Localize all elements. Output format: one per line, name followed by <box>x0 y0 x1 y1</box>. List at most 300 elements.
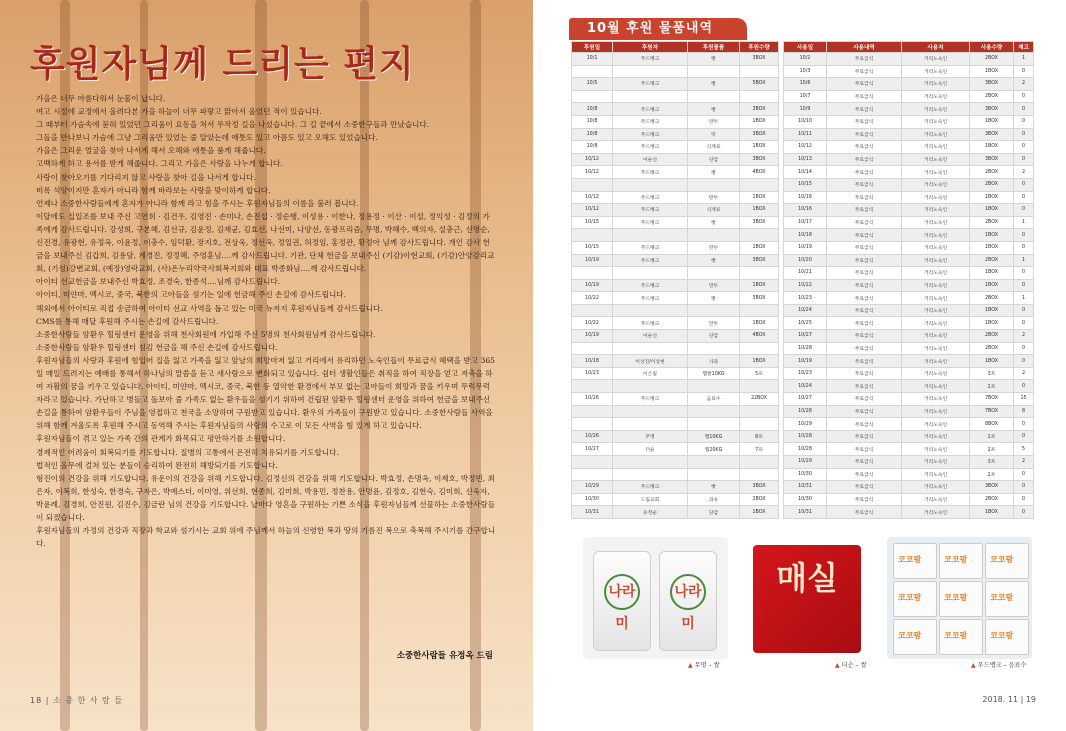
table-cell: 1 <box>1014 216 1034 229</box>
table-cell: 과유 <box>688 493 740 506</box>
table-cell: 4BOX <box>740 166 779 179</box>
caption-text: 더순 – 쌀 <box>841 662 867 669</box>
table-cell: 2 <box>1014 456 1034 469</box>
table-cell: 3BOX <box>740 216 779 229</box>
table-cell: 햅쌀10KG <box>688 367 740 380</box>
table-cell: 식재료 <box>688 204 740 217</box>
gift-box <box>753 545 861 653</box>
table-cell: 1BOX <box>970 317 1014 330</box>
table-cell: 무료급식 <box>827 166 902 179</box>
table-cell: 10/23 <box>784 367 827 380</box>
table-row <box>572 468 1034 481</box>
table-cell: 10/29 <box>784 456 827 469</box>
table-cell <box>740 456 779 469</box>
letter-paragraph: 사랑이 찾아오기를 기다리지 않고 사랑을 찾아 길을 나서게 합니다. <box>36 172 256 182</box>
table-cell: 빵 <box>688 254 740 267</box>
table-row <box>572 103 1034 116</box>
table-cell: 5포 <box>740 367 779 380</box>
table-cell: 무료급식 <box>827 267 902 280</box>
table-cell: 10/19 <box>572 279 613 292</box>
table-row <box>572 141 1034 154</box>
table-row <box>572 418 1034 431</box>
table-cell: 푸드뱅크 <box>613 166 688 179</box>
table-cell: 거리노숙인 <box>902 405 970 418</box>
table-cell: 무료급식 <box>827 115 902 128</box>
table-cell: 거리노숙인 <box>902 128 970 141</box>
letter-paragraph: 그 때부터 가슴속에 묻혀 있었던 그리움이 요동을 쳐서 무작정 길을 나섰습니다. 그 길 끝에서 소중한구들과 만났습니다. <box>36 120 430 130</box>
table-cell: 10/25 <box>784 317 827 330</box>
column-header: 후원물품 <box>688 42 740 53</box>
rice-bag <box>659 551 717 651</box>
table-row <box>572 279 1034 292</box>
table-cell: 3BOX <box>740 103 779 116</box>
table-cell: 유정순 <box>613 506 688 519</box>
table-cell: 거리노숙인 <box>902 178 970 191</box>
table-cell: 2BOX <box>970 53 1014 66</box>
table-cell: 2BOX <box>970 342 1014 355</box>
table-row <box>572 493 1034 506</box>
table-cell: 0 <box>1014 304 1034 317</box>
table-cell: 식재료 <box>688 141 740 154</box>
photo-strip <box>583 537 1033 659</box>
table-row <box>572 317 1034 330</box>
table-cell <box>688 229 740 242</box>
table-cell: 1BOX <box>740 141 779 154</box>
table-cell: 10/17 <box>784 216 827 229</box>
table-cell <box>572 418 613 431</box>
table-cell <box>613 342 688 355</box>
table-cell: 0 <box>1014 493 1034 506</box>
table-cell: 10/30 <box>784 468 827 481</box>
table-cell: 10/11 <box>784 128 827 141</box>
table-cell: 빵 <box>688 216 740 229</box>
table-cell: 22BOX <box>740 393 779 406</box>
table-cell: 10/19 <box>784 355 827 368</box>
table-cell: 이상진/이상현 <box>613 355 688 368</box>
table-cell: 3포 <box>970 456 1014 469</box>
table-cell: 3BOX <box>740 481 779 494</box>
table-cell: 거리노숙인 <box>902 418 970 431</box>
table-cell: 0 <box>1014 128 1034 141</box>
table-cell <box>613 418 688 431</box>
table-cell: 3BOX <box>740 53 779 66</box>
table-cell <box>688 456 740 469</box>
table-cell: 10/23 <box>572 367 613 380</box>
table-cell: 0 <box>1014 103 1034 116</box>
table-cell: 10/28 <box>784 430 827 443</box>
table-cell: 1BOX <box>970 65 1014 78</box>
table-cell: 무료급식 <box>827 53 902 66</box>
table-cell: 무료급식 <box>827 443 902 456</box>
table-cell <box>688 178 740 191</box>
right-page <box>533 0 1066 731</box>
table-cell: 10/3 <box>784 65 827 78</box>
table-cell: 빵 <box>688 78 740 91</box>
table-row <box>572 153 1034 166</box>
table-cell: 푸드뱅크 <box>613 53 688 66</box>
table-cell: 거리노숙인 <box>902 53 970 66</box>
table-cell <box>613 380 688 393</box>
table-cell: 거리노숙인 <box>902 342 970 355</box>
table-cell: 10/19 <box>784 241 827 254</box>
table-cell <box>688 418 740 431</box>
table-cell <box>688 342 740 355</box>
table-cell: 0 <box>1014 418 1034 431</box>
table-cell: 0 <box>1014 229 1034 242</box>
table-cell: 거리노숙인 <box>902 304 970 317</box>
table-row <box>572 216 1034 229</box>
table-cell: 드림교회 <box>613 493 688 506</box>
table-cell: 2 <box>1014 367 1034 380</box>
table-cell: 1BOX <box>970 115 1014 128</box>
table-cell: 무료급식 <box>827 90 902 103</box>
table-row <box>572 53 1034 66</box>
table-row <box>572 393 1034 406</box>
letter-paragraph: 비록 석양이지만 혼자가 아니라 함께 바라보는 사랑을 맞이하게 합니다. <box>36 185 271 195</box>
table-cell: 만두 <box>688 191 740 204</box>
table-cell: 2 <box>1014 78 1034 91</box>
table-cell: 7포 <box>740 443 779 456</box>
table-cell: 10/16 <box>784 204 827 217</box>
table-cell: 1BOX <box>970 506 1014 519</box>
table-cell <box>572 456 613 469</box>
table-cell: 푸드뱅크 <box>613 481 688 494</box>
table-row <box>572 481 1034 494</box>
table-cell <box>572 90 613 103</box>
table-cell: 1BOX <box>970 191 1014 204</box>
table-cell: 무료급식 <box>827 241 902 254</box>
table-cell: 거리노숙인 <box>902 267 970 280</box>
table-cell: 10/20 <box>784 254 827 267</box>
table-cell <box>740 405 779 418</box>
table-cell: 1BOX <box>740 241 779 254</box>
table-cell <box>740 267 779 280</box>
beverage-box <box>939 619 983 655</box>
beverage-brand: 코코팜 <box>990 555 1014 564</box>
table-cell: 1BOX <box>740 317 779 330</box>
table-cell: 단감 <box>688 330 740 343</box>
table-cell: 10/30 <box>784 493 827 506</box>
table-cell: 2BOX <box>740 493 779 506</box>
table-cell: 거리노숙인 <box>902 103 970 116</box>
table-cell: 10/27 <box>572 443 613 456</box>
table-cell <box>740 90 779 103</box>
table-cell: 2BOX <box>970 254 1014 267</box>
table-cell: 무료급식 <box>827 65 902 78</box>
table-cell: 0 <box>1014 204 1034 217</box>
table-row <box>572 506 1034 519</box>
table-cell: 무료급식 <box>827 178 902 191</box>
table-row <box>572 443 1034 456</box>
table-cell <box>613 304 688 317</box>
table-cell: 10/28 <box>784 443 827 456</box>
beverage-brand: 코코팜 <box>990 631 1014 640</box>
table-cell: 0 <box>1014 506 1034 519</box>
letter-paragraph: 소중한사람들 암환우 힐링센터 운영을 위해 천사회원에 가입해 주신 5명의 천사회원님께 감사드립니다. <box>36 329 376 339</box>
table-cell: 0 <box>1014 241 1034 254</box>
table-cell: 8 <box>1014 405 1034 418</box>
table-cell: 2BOX <box>970 493 1014 506</box>
table-cell: 0 <box>1014 468 1034 481</box>
table-cell: 거리노숙인 <box>902 229 970 242</box>
table-cell: 거리노숙인 <box>902 115 970 128</box>
table-cell: 거리노숙인 <box>902 153 970 166</box>
table-cell: 3BOX <box>740 292 779 305</box>
table-cell <box>572 178 613 191</box>
table-cell: 2BOX <box>970 90 1014 103</box>
table-cell: 10/22 <box>784 279 827 292</box>
table-cell: 거리노숙인 <box>902 90 970 103</box>
table-cell: 이은림 <box>613 367 688 380</box>
table-row <box>572 330 1034 343</box>
table-cell: 푸드뱅크 <box>613 191 688 204</box>
table-cell: 푸드뱅크 <box>613 141 688 154</box>
table-cell: 빵 <box>688 292 740 305</box>
table-cell: 0 <box>1014 65 1034 78</box>
table-cell: 무료급식 <box>827 216 902 229</box>
table-cell: 무료급식 <box>827 380 902 393</box>
table-cell: 10/8 <box>572 103 613 116</box>
table-cell: 10/12 <box>784 141 827 154</box>
table-row <box>572 380 1034 393</box>
table-cell: 무료급식 <box>827 103 902 116</box>
table-cell <box>688 304 740 317</box>
triangle-icon: ▲ <box>971 662 976 669</box>
column-header: 후원자 <box>613 42 688 53</box>
table-cell <box>740 229 779 242</box>
table-cell: 거리노숙인 <box>902 65 970 78</box>
column-header: 후원일 <box>572 42 613 53</box>
table-cell: 더순 <box>613 443 688 456</box>
table-cell: 떡 <box>688 128 740 141</box>
letter-paragraph: 소중한사람들 암환우 힐링센터 섬김 헌금을 해 주신 손길에 감사드립니다. <box>36 342 278 352</box>
letter-paragraph: 형진이의 건강을 위해 기도합니다. 유운이의 건강을 위해 기도합니다. 김정신의 건강을 위해 기도합니다. 박효정, 손명옥, 이제호, 박정빈, 최은자, 이복희, 한성숙, 한경숙, 구자은, 박예스더, 이미영, 위선희, 현종희, 김미희, 박용민, 정찬용, 안명윤, 김정호, 김현숙, 김미희, 신욱자, 박윤례, 김경희, 안진원, 김진수, 김금란 님의 건강을 기도합니다. 날마다 영혼을 구원하는 기쁜 소식을 후원자님들께 선물하는 소중한사람들이 되겠습니다. <box>36 473 496 522</box>
photo-caption <box>835 660 867 669</box>
table-cell: 거리노숙인 <box>902 456 970 469</box>
table-cell: 10/24 <box>784 304 827 317</box>
table-cell: 거리노숙인 <box>902 292 970 305</box>
table-cell: 거리노숙인 <box>902 468 970 481</box>
table-cell: 무료급식 <box>827 153 902 166</box>
table-cell: 10/12 <box>572 153 613 166</box>
table-cell <box>688 90 740 103</box>
table-cell: 무료급식 <box>827 304 902 317</box>
table-cell <box>688 468 740 481</box>
table-cell: 무료급식 <box>827 342 902 355</box>
table-cell: 푸드뱅크 <box>613 241 688 254</box>
rice-bag <box>593 551 651 651</box>
table-cell: 무료급식 <box>827 279 902 292</box>
table-cell: 무료급식 <box>827 456 902 469</box>
table-cell: 10/31 <box>784 481 827 494</box>
letter-paragraph: 후원자님들이 겪고 있는 가족 간의 관계가 화목되고 평안하기를 소원합니다. <box>36 434 286 444</box>
table-cell: 10/8 <box>572 128 613 141</box>
column-header: 재고 <box>1014 42 1034 53</box>
table-cell: 10/22 <box>572 317 613 330</box>
table-cell: 10/27 <box>784 393 827 406</box>
table-cell: 거리노숙인 <box>902 166 970 179</box>
table-cell: 10/12 <box>572 166 613 179</box>
table-row <box>572 342 1034 355</box>
letter-paragraph: 후원자님들의 가정의 건강과 직장과 학교와 섬기시는 교회 위에 주님께서 하늘의 신령한 복과 땅의 기름진 복으로 축복해 주시기를 간구합니다. <box>36 526 496 549</box>
table-cell: 10/18 <box>784 229 827 242</box>
table-cell: 10/19 <box>572 254 613 267</box>
beverage-box <box>893 543 937 579</box>
letter-body <box>36 92 496 550</box>
table-cell: 무료급식 <box>827 481 902 494</box>
table-cell <box>613 178 688 191</box>
table-cell: 1BOX <box>740 204 779 217</box>
table-cell: 3BOX <box>970 103 1014 116</box>
table-cell: 0 <box>1014 430 1034 443</box>
table-cell: 단감 <box>688 506 740 519</box>
beverage-box <box>893 619 937 655</box>
table-cell <box>572 267 613 280</box>
beverage-brand: 코코팜 <box>898 593 922 602</box>
table-cell: 3포 <box>970 367 1014 380</box>
table-cell: 거리노숙인 <box>902 78 970 91</box>
signature: 소중한사람들 유정옥 드림 <box>396 651 493 661</box>
table-cell: 푸드뱅크 <box>613 216 688 229</box>
table-cell: 무료급식 <box>827 355 902 368</box>
table-cell: 만두 <box>688 115 740 128</box>
letter-paragraph: 법적인 올무에 걸쳐 있는 분들이 승리하여 완전히 해방되기를 기도합니다. <box>36 460 278 470</box>
table-cell: 10/29 <box>784 418 827 431</box>
table-cell: 10/14 <box>784 166 827 179</box>
table-cell: 7BOX <box>970 405 1014 418</box>
table-row <box>572 254 1034 267</box>
table-cell: 거리노숙인 <box>902 317 970 330</box>
table-cell: 무료급식 <box>827 78 902 91</box>
page-footer-left: 18 | 소 중 한 사 람 들 <box>30 696 124 705</box>
letter-title: 후원자님께 드리는 편지 <box>30 44 415 85</box>
rice-brand-logo: 나라미 <box>604 574 640 610</box>
table-cell: 1BOX <box>970 304 1014 317</box>
table-cell: 거리노숙인 <box>902 506 970 519</box>
table-cell: 10/28 <box>784 342 827 355</box>
table-cell: 이순신 <box>613 153 688 166</box>
table-cell: 10/7 <box>784 90 827 103</box>
table-cell: 사과 <box>688 355 740 368</box>
table-cell: 2BOX <box>970 178 1014 191</box>
table-cell: 거리노숙인 <box>902 443 970 456</box>
table-cell: 무료급식 <box>827 430 902 443</box>
beverage-box <box>939 581 983 617</box>
table-cell: 1BOX <box>970 355 1014 368</box>
table-cell: 10/16 <box>784 191 827 204</box>
table-cell: 3BOX <box>740 254 779 267</box>
table-cell: 4BOX <box>740 330 779 343</box>
table-cell: 빵 <box>688 103 740 116</box>
table-cell: 2BOX <box>970 216 1014 229</box>
table-row <box>572 367 1034 380</box>
table-cell: 10/24 <box>784 380 827 393</box>
table-cell: 1BOX <box>740 506 779 519</box>
table-cell: 푸드뱅크 <box>613 128 688 141</box>
table-cell: 무료급식 <box>827 128 902 141</box>
table-cell: 3BOX <box>740 153 779 166</box>
table-row <box>572 292 1034 305</box>
table-cell <box>572 468 613 481</box>
table-cell: 거리노숙인 <box>902 367 970 380</box>
table-row <box>572 166 1034 179</box>
table-cell: 음료수 <box>688 393 740 406</box>
table-cell <box>572 342 613 355</box>
letter-paragraph: 경제적인 어려움이 회복되기를 기도합니다. 질병의 고통에서 온전히 치유되기를 기도합니다. <box>36 447 339 457</box>
table-cell <box>613 267 688 280</box>
table-cell: 빵 <box>688 166 740 179</box>
table-cell: 10/9 <box>784 103 827 116</box>
photo-beverage <box>887 537 1032 659</box>
table-cell <box>613 65 688 78</box>
beverage-brand: 코코팜 <box>944 631 968 640</box>
table-cell: 3BOX <box>740 128 779 141</box>
column-header: 사용처 <box>902 42 970 53</box>
table-cell <box>740 65 779 78</box>
table-cell: 1BOX <box>970 141 1014 154</box>
letter-paragraph: 아이티 선교헌금을 보내주신 박효정, 조경숙, 한종석....님께 감사드립니다. <box>36 277 281 287</box>
table-cell: 10/6 <box>784 78 827 91</box>
table-cell: 푸드뱅크 <box>613 115 688 128</box>
table-cell: 10/28 <box>784 405 827 418</box>
table-row <box>572 405 1034 418</box>
table-cell: 3BOX <box>970 481 1014 494</box>
table-cell: 만두 <box>688 241 740 254</box>
table-cell: 1BOX <box>970 204 1014 217</box>
table-cell: 10/31 <box>784 506 827 519</box>
triangle-icon: ▲ <box>688 662 693 669</box>
table-cell: 무료급식 <box>827 367 902 380</box>
table-cell: 10/27 <box>784 330 827 343</box>
table-cell: 1 <box>1014 53 1034 66</box>
table-cell: 0 <box>1014 380 1034 393</box>
table-cell: 2포 <box>970 380 1014 393</box>
beverage-box <box>893 581 937 617</box>
table-cell: 단감 <box>688 153 740 166</box>
table-cell <box>740 468 779 481</box>
table-row <box>572 304 1034 317</box>
table-cell: 햅10KG <box>688 430 740 443</box>
table-cell: 10/19 <box>572 330 613 343</box>
table-cell <box>740 178 779 191</box>
table-cell: 2BOX <box>970 292 1014 305</box>
table-cell: 2포 <box>970 468 1014 481</box>
beverage-brand: 코코팜 <box>898 555 922 564</box>
table-cell <box>613 90 688 103</box>
table-cell: 10/31 <box>572 506 613 519</box>
column-header: 사용수량 <box>970 42 1014 53</box>
table-cell: 만두 <box>688 279 740 292</box>
table-cell: 거리노숙인 <box>902 241 970 254</box>
table-cell: 거리노숙인 <box>902 355 970 368</box>
donation-table-wrap <box>571 41 1033 519</box>
table-cell: 무료급식 <box>827 393 902 406</box>
photo-caption <box>688 660 720 669</box>
table-cell: 푸드뱅크 <box>613 393 688 406</box>
table-cell: 푸드뱅크 <box>613 292 688 305</box>
beverage-brand: 코코팜 <box>944 593 968 602</box>
table-cell: 10/2 <box>784 53 827 66</box>
donation-table <box>571 41 1034 519</box>
table-cell: 0 <box>1014 342 1034 355</box>
table-cell: 무료급식 <box>827 254 902 267</box>
table-cell: 푸드뱅크 <box>613 78 688 91</box>
letter-paragraph: 여고 시절에 교정에서 올려다본 가을 하늘이 너무 파랗고 맑아서 울었던 적이 있습니다. <box>36 107 322 117</box>
table-cell: 1BOX <box>740 115 779 128</box>
table-cell: 무료급식 <box>827 204 902 217</box>
table-cell <box>613 229 688 242</box>
page-footer-right: 2018. 11 | 19 <box>982 695 1036 704</box>
